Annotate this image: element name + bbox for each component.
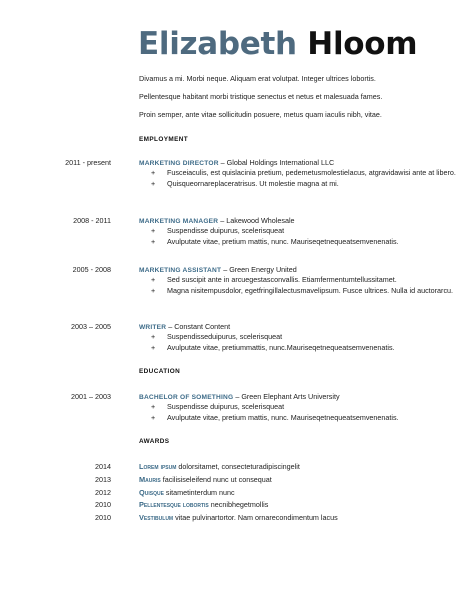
entry-org: – Green Energy United	[221, 265, 297, 274]
award-year: 2012	[95, 488, 111, 497]
award-description: dolorsitamet, consecteturadipiscingelit	[176, 462, 300, 471]
bullet-icon: +	[151, 226, 156, 235]
entry-date: 2001 – 2003	[71, 392, 111, 401]
bullet-icon: +	[151, 412, 156, 422]
bullet-icon: +	[151, 285, 156, 295]
bullet-icon: +	[151, 342, 156, 352]
award-title: Pellentesque lobortis	[139, 500, 209, 509]
award-row	[0, 487, 474, 498]
entry-bullets	[139, 168, 459, 189]
entry-bullets	[139, 332, 459, 353]
entry-date: 2005 - 2008	[72, 265, 111, 274]
resume-name	[138, 24, 417, 64]
award-description: necnibhegetmollis	[208, 500, 269, 509]
award-text	[139, 474, 272, 485]
intro-summary	[139, 73, 459, 127]
entry-org: – Green Elephant Arts University	[233, 392, 340, 401]
entry-bullets	[139, 275, 459, 296]
intro-line: Divamus a mi. Morbi neque. Aliquam erat volutpat. Integer ultrices lobortis.	[139, 74, 376, 83]
award-description: sitametinterdum nunc	[163, 488, 235, 497]
award-text	[139, 487, 235, 498]
list-item: + Avulputate vitae, pretium mattis, nunc. Mauriseqetnequeatsemvenenatis.	[151, 412, 399, 422]
list-item: + Fusceiaculis, est quislacinia pretium, pedemetusmolestielacus, atgravidawisi ante at libero.	[151, 168, 456, 177]
award-title: Mauris	[139, 475, 161, 484]
entry-org: – Constant Content	[166, 322, 231, 331]
bullet-icon: +	[151, 236, 156, 246]
list-item: + Suspendisseduipurus, scelerisqueat	[151, 332, 283, 341]
award-description: vitae pulvinartortor. Nam ornarecondimentum lacus	[173, 513, 338, 522]
entry-role: MARKETING ASSISTANT	[139, 267, 222, 274]
intro-line: Pellentesque habitant morbi tristique senectus et netus et malesuada fames.	[139, 92, 383, 101]
list-item: + Magna nisitempusdolor, egetfringillalectusmavelipsum. Fusce ultrices. Nulla id auctorarcu.	[151, 285, 454, 295]
bullet-icon: +	[151, 402, 156, 411]
award-text	[139, 499, 268, 510]
last-name: Hloom	[307, 26, 418, 62]
award-title: Vestibulum	[139, 513, 174, 522]
entry-bullets	[139, 402, 459, 423]
entry-role: WRITER	[139, 324, 167, 331]
award-row	[0, 499, 474, 510]
entry-date: 2008 - 2011	[73, 216, 111, 225]
entry-org: – Lakewood Wholesale	[218, 216, 295, 225]
list-item: + Suspendisse duipurus, scelerisqueat	[151, 226, 285, 235]
award-year: 2014	[95, 462, 111, 471]
intro-line: Proin semper, ante vitae sollicitudin posuere, metus quam iaculis nibh, vitae.	[139, 110, 382, 119]
award-row	[0, 461, 474, 472]
award-title: Lorem ipsum	[139, 462, 177, 471]
list-item: + Avulputate vitae, pretium mattis, nunc. Mauriseqetnequeatsemvenenatis.	[151, 236, 399, 246]
list-item: + Suspendisse duipurus, scelerisqueat	[151, 402, 285, 411]
award-row	[0, 474, 474, 485]
award-text	[139, 461, 300, 472]
bullet-icon: +	[151, 168, 156, 177]
education-heading: EDUCATION	[139, 368, 181, 375]
list-item: + Quisqueornareplaceratrisus. Ut molestie magna at mi.	[151, 178, 339, 188]
employment-heading: EMPLOYMENT	[139, 136, 189, 143]
award-text	[139, 512, 338, 523]
entry-date: 2003 – 2005	[71, 322, 111, 331]
award-year: 2010	[95, 500, 111, 509]
entry-bullets	[139, 226, 459, 247]
entry-role: MARKETING DIRECTOR	[139, 160, 219, 167]
entry-role: BACHELOR OF SOMETHING	[139, 394, 234, 401]
award-description: facilisiseleifend nunc ut consequat	[160, 475, 272, 484]
bullet-icon: +	[151, 178, 156, 188]
bullet-icon: +	[151, 332, 156, 341]
entry-date: 2011 - present	[65, 158, 111, 167]
bullet-icon: +	[151, 275, 156, 284]
award-year: 2013	[95, 475, 111, 484]
list-item: + Sed suscipit ante in arcuegestasconvallis. Etiamfermentumtellussitamet.	[151, 275, 397, 284]
award-row	[0, 512, 474, 523]
entry-org: – Global Holdings International LLC	[218, 158, 335, 167]
first-name: Elizabeth	[138, 26, 297, 62]
list-item: + Avulputate vitae, pretiummattis, nunc.Mauriseqetnequeatsemvenenatis.	[151, 342, 395, 352]
award-year: 2010	[95, 513, 111, 522]
awards-heading: AWARDS	[139, 438, 170, 445]
award-title: Quisque	[139, 488, 164, 497]
entry-role: MARKETING MANAGER	[139, 218, 219, 225]
